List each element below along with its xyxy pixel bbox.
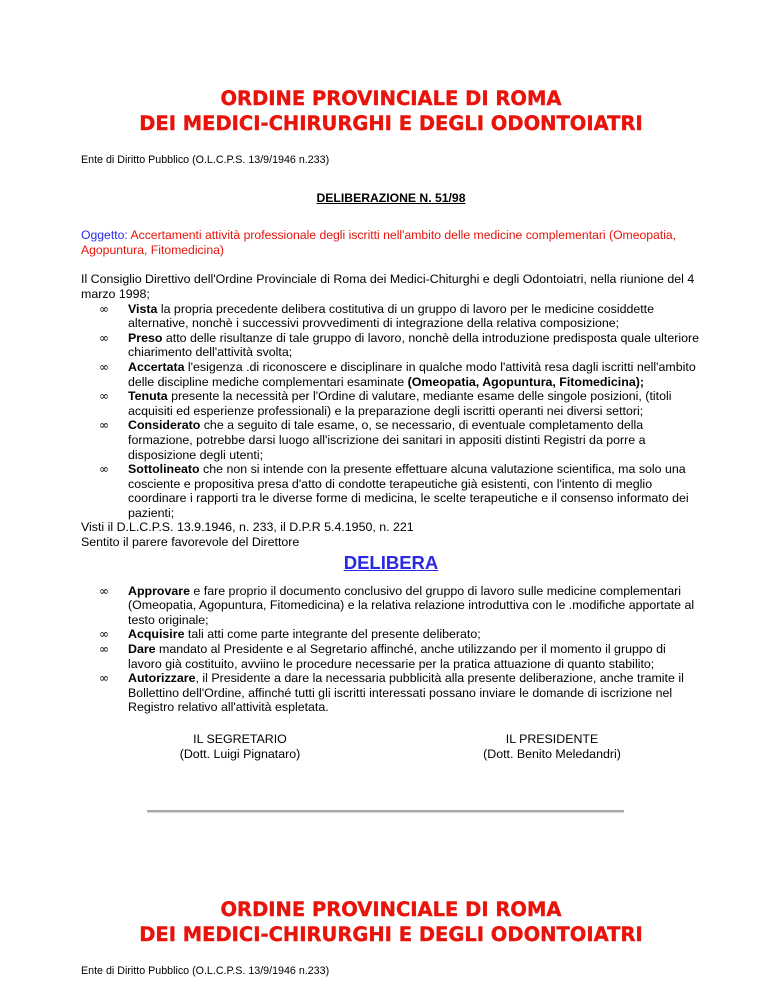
premise-text: che non si intende con la presente effettuare alcuna valutazione scientifica, ma solo una cosciente e propositiva presa d'atto di condotte terapeutiche già esistenti, con l'intento di meglio coordinare i rapporti tra le diverse forme di medicina, le scelte terapeutiche e il consenso informato dei pazienti; <box>128 462 689 520</box>
document-title <box>81 86 701 136</box>
premise-keyword: Preso <box>128 330 163 345</box>
premise-keyword: Vista <box>128 301 158 316</box>
premise-text: l'esigenza .di riconoscere e disciplinare in qualche modo l'attività resa dagli iscritti nell'ambito delle discipline mediche complementari esaminate <box>128 359 696 389</box>
horizontal-divider <box>147 810 624 813</box>
premise-text: la propria precedente delibera costitutiva di un gruppo di lavoro per le medicine cosiddette alternative, nonchè i successivi provvedimenti di integrazione della relativa composizione; <box>128 301 655 331</box>
intro-paragraph: Il Consiglio Direttivo dell'Ordine Provinciale di Roma dei Medici-Chiturghi e degli Odontoiatri, nella riunione del 4 marzo 1998; <box>81 272 695 301</box>
premise-text: atto delle risultanze di tale gruppo di lavoro, nonchè della introduzione predisposta quale ulteriore chiarimento dell'attività svolta; <box>128 330 700 360</box>
list-item <box>81 671 701 715</box>
decision-text: mandato al Presidente e al Segretario affinché, anche utilizzando per il momento il gruppo di lavoro già costituito, avviino le procedure necessarie per la pratica attuazione di quanto stabilito; <box>128 642 666 671</box>
subject-paragraph <box>81 228 701 257</box>
president-role: IL PRESIDENTE <box>505 732 599 746</box>
document-title-repeat <box>81 897 701 947</box>
infinity-bullet-icon: ∞ <box>99 642 109 657</box>
visti-line: Visti il D.L.C.P.S. 13.9.1946, n. 233, il D.P.R 5.4.1950, n. 221 <box>81 520 414 535</box>
deliberation-number: DELIBERAZIONE N. 51/98 <box>316 190 466 205</box>
infinity-bullet-icon: ∞ <box>99 671 109 686</box>
premise-text: presente la necessità per l'Ordine di valutare, mediante esame delle singole posizioni, (titoli acquisiti ed esperienze professionali) e la preparazione degli iscritti operanti nei diversi settori; <box>128 389 672 418</box>
infinity-bullet-icon: ∞ <box>99 389 109 404</box>
president-signature <box>472 732 632 761</box>
infinity-bullet-icon: ∞ <box>99 330 109 345</box>
sentito-line: Sentito il parere favorevole del Direttore <box>81 535 300 550</box>
delibera-heading: DELIBERA <box>343 551 439 573</box>
document-page <box>81 0 701 979</box>
list-item <box>81 642 701 671</box>
infinity-bullet-icon: ∞ <box>99 583 109 598</box>
premise-keyword: Tenuta <box>128 389 168 404</box>
subject-label: Oggetto: <box>81 228 128 243</box>
decision-keyword: Approvare <box>128 583 190 598</box>
title-line-2: DEI MEDICI-CHIRURGHI E DEGLI ODONTOIATRI <box>139 923 643 946</box>
list-item <box>81 462 701 520</box>
infinity-bullet-icon: ∞ <box>99 359 109 374</box>
decision-keyword: Acquisire <box>128 627 185 642</box>
title-line-2: DEI MEDICI-CHIRURGHI E DEGLI ODONTOIATRI <box>139 112 643 135</box>
list-item <box>81 418 701 462</box>
list-item <box>81 627 701 642</box>
title-line-1: ORDINE PROVINCIALE DI ROMA <box>220 87 562 110</box>
premise-bold-tail: (Omeopatia, Agopuntura, Fitomedicina); <box>407 374 644 389</box>
decision-text: e fare proprio il documento conclusivo del gruppo di lavoro sulle medicine complementari (Omeopatia, Agopuntura, Fitomedicina) e la relativa relazione introduttiva con le .modifiche apportate al testo originale; <box>128 583 695 627</box>
list-item <box>81 360 701 389</box>
decision-text: tali atti come parte integrante del presente deliberato; <box>184 627 481 642</box>
signature-block <box>81 732 701 772</box>
decisions-list <box>81 584 701 715</box>
president-name: (Dott. Benito Meledandri) <box>483 746 621 761</box>
ente-subtitle-repeat: Ente di Diritto Pubblico (O.L.C.P.S. 13/9/1946 n.233) <box>81 965 330 977</box>
premise-keyword: Sottolineato <box>128 462 200 477</box>
premise-text: che a seguito di tale esame, o, se necessario, di eventuale completamento della formazione, potrebbe darsi luogo all'iscrizione dei sanitari in appositi distinti Registri da porre a disposizione degli utenti; <box>128 418 646 462</box>
list-item <box>81 584 701 628</box>
secretary-role: IL SEGRETARIO <box>193 732 287 746</box>
infinity-bullet-icon: ∞ <box>99 462 109 477</box>
premise-keyword: Accertata <box>128 359 185 374</box>
list-item <box>81 331 701 360</box>
decision-text: , il Presidente a dare la necessaria pubblicità alla presente deliberazione, anche tramite il Bollettino dell'Ordine, affinché tutti gli iscritti interessati possano inviare le domande di iscrizione nel Registro relativo all'attività espletata. <box>128 671 684 715</box>
secretary-name: (Dott. Luigi Pignataro) <box>179 746 301 761</box>
infinity-bullet-icon: ∞ <box>99 418 109 433</box>
ente-subtitle: Ente di Diritto Pubblico (O.L.C.P.S. 13/9/1946 n.233) <box>81 154 330 166</box>
secretary-signature <box>165 732 315 761</box>
title-line-1: ORDINE PROVINCIALE DI ROMA <box>220 898 562 921</box>
decision-keyword: Dare <box>128 642 156 657</box>
premise-keyword: Considerato <box>128 418 201 433</box>
infinity-bullet-icon: ∞ <box>99 627 109 642</box>
premises-list <box>81 302 701 521</box>
list-item <box>81 389 701 418</box>
list-item <box>81 302 701 331</box>
decision-keyword: Autorizzare <box>128 671 196 686</box>
infinity-bullet-icon: ∞ <box>99 301 109 316</box>
subject-text: Accertamenti attività professionale degli iscritti nell'ambito delle medicine complementari (Omeopatia, Agopuntura, Fitomedicina) <box>81 228 677 257</box>
